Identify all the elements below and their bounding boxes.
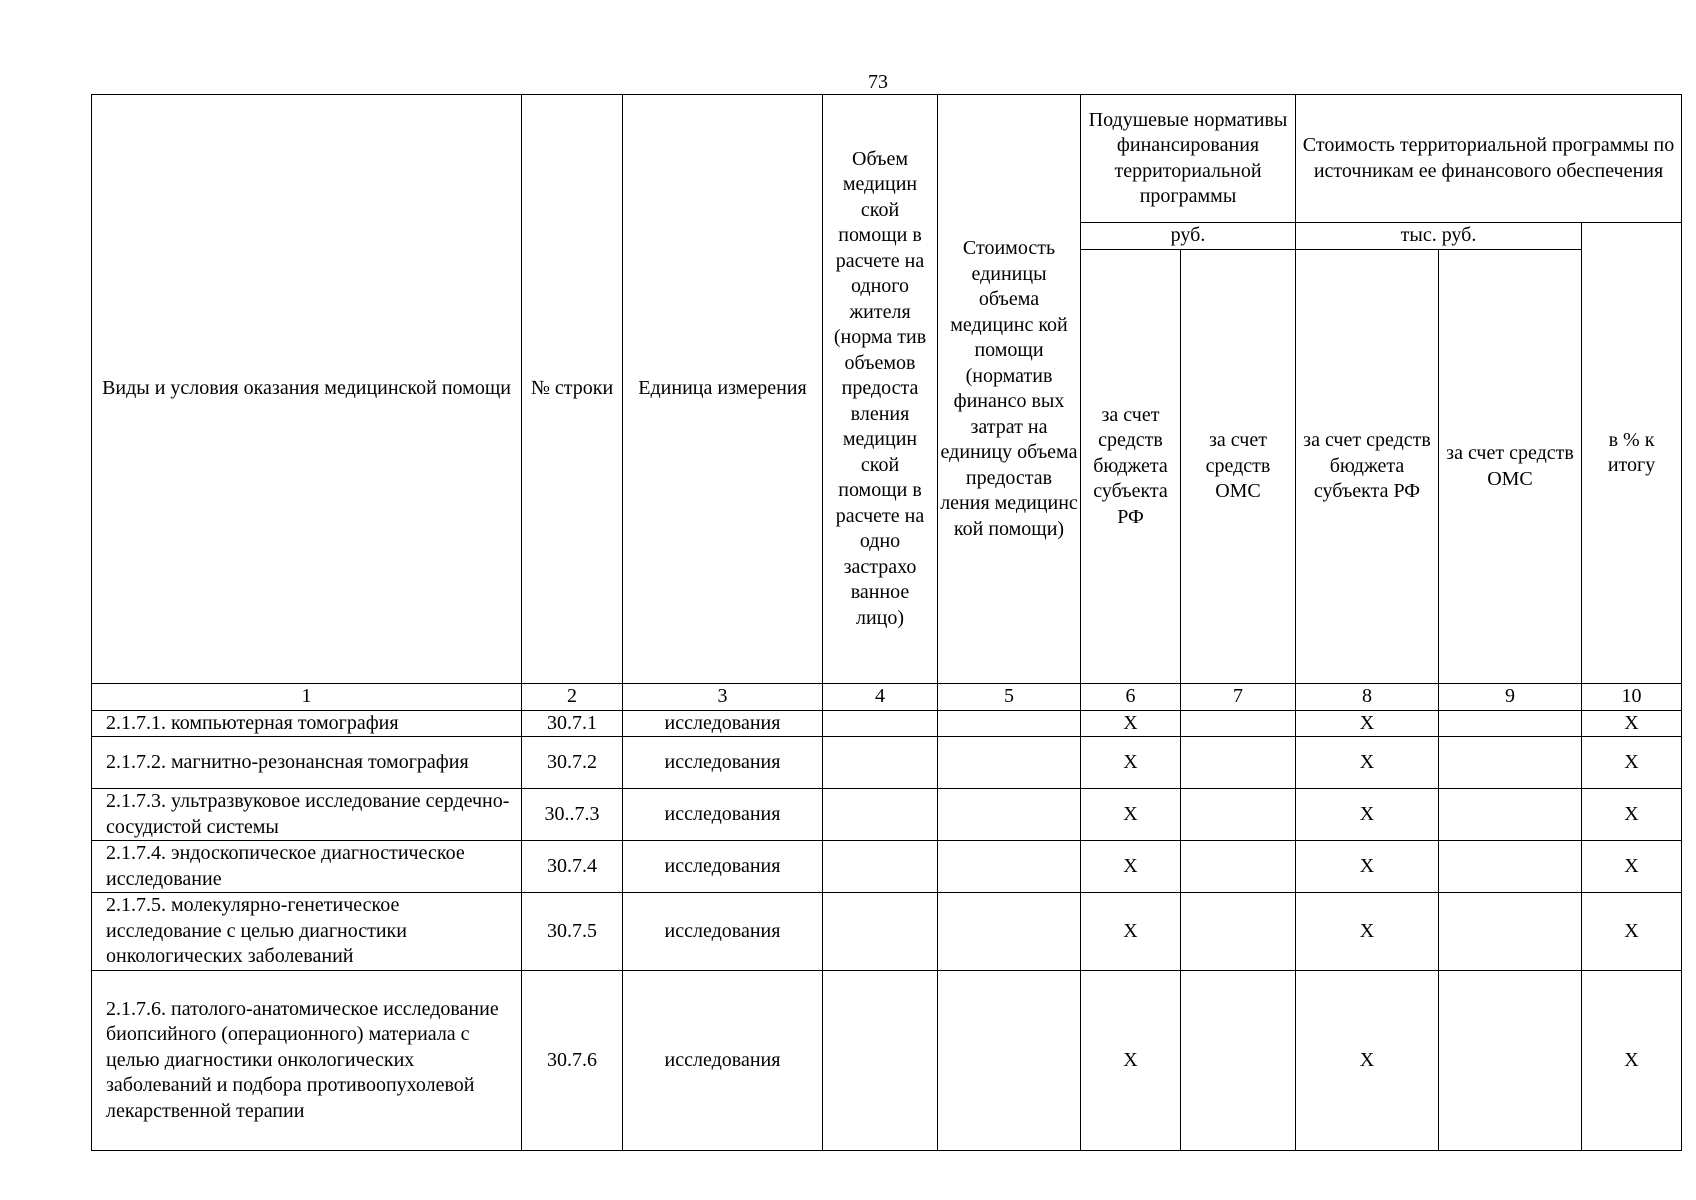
row-line-number: 30.7.5: [522, 893, 623, 971]
table-row: [92, 971, 1682, 1151]
row-name: 2.1.7.5. молекулярно-генетическое исследование с целью диагностики онкологических заболеваний: [92, 893, 522, 971]
row-oms-cost: [1439, 841, 1582, 893]
row-oms-per-capita: [1181, 737, 1296, 789]
column-number: 3: [623, 684, 823, 711]
row-budget-cost: X: [1296, 737, 1439, 789]
row-name: 2.1.7.4. эндоскопическое диагностическое исследование: [92, 841, 522, 893]
header-per-capita-group: Подушевые нормативы финансирования территориальной программы: [1081, 95, 1296, 223]
row-line-number: 30.7.2: [522, 737, 623, 789]
table-row: [92, 789, 1682, 841]
header-oms-per-capita: за счет средств ОМС: [1181, 250, 1296, 684]
table-row: [92, 893, 1682, 971]
row-unit: исследования: [623, 737, 823, 789]
column-number: 4: [823, 684, 938, 711]
row-oms-cost: [1439, 710, 1582, 737]
header-unit-thousand-rub: тыс. руб.: [1296, 223, 1582, 250]
row-percent: X: [1582, 841, 1682, 893]
row-oms-per-capita: [1181, 841, 1296, 893]
header-unit-rub: руб.: [1081, 223, 1296, 250]
row-unit-cost: [938, 893, 1081, 971]
row-budget-cost: X: [1296, 841, 1439, 893]
row-budget-per-capita: X: [1081, 710, 1181, 737]
header-budget-per-capita: за счет средств бюджета субъекта РФ: [1081, 250, 1181, 684]
row-unit: исследования: [623, 841, 823, 893]
column-number: 7: [1181, 684, 1296, 711]
row-volume: [823, 710, 938, 737]
row-name: 2.1.7.6. патолого-анатомическое исследование биопсийного (операционного) материала с целью диагностики онкологических заболеваний и подбора противоопухолевой лекарственной терапии: [92, 971, 522, 1151]
row-percent: X: [1582, 737, 1682, 789]
header-volume: Объем медицин ской помощи в расчете на одного жителя (норма тив объемов предоста вления медицин ской помощи в расчете на одно застрахо ванное лицо): [823, 95, 938, 684]
row-name: 2.1.7.1. компьютерная томография: [92, 710, 522, 737]
column-numbers-row: [92, 684, 1682, 711]
row-line-number: 30.7.1: [522, 710, 623, 737]
header-oms-cost: за счет средств ОМС: [1439, 250, 1582, 684]
row-unit: исследования: [623, 893, 823, 971]
row-budget-cost: X: [1296, 789, 1439, 841]
row-unit-cost: [938, 841, 1081, 893]
column-number: 5: [938, 684, 1081, 711]
row-oms-cost: [1439, 971, 1582, 1151]
row-unit-cost: [938, 737, 1081, 789]
column-number: 2: [522, 684, 623, 711]
row-volume: [823, 789, 938, 841]
header-cost-group: Стоимость территориальной программы по источникам ее финансового обеспечения: [1296, 95, 1682, 223]
row-unit-cost: [938, 710, 1081, 737]
row-oms-per-capita: [1181, 710, 1296, 737]
column-number: 10: [1582, 684, 1682, 711]
row-line-number: 30.7.4: [522, 841, 623, 893]
column-number: 8: [1296, 684, 1439, 711]
row-volume: [823, 737, 938, 789]
row-unit-cost: [938, 971, 1081, 1151]
header-kind: Виды и условия оказания медицинской помощи: [92, 95, 522, 684]
row-budget-per-capita: X: [1081, 893, 1181, 971]
column-number: 9: [1439, 684, 1582, 711]
financing-table: [91, 94, 1682, 1151]
table-row: [92, 841, 1682, 893]
row-unit: исследования: [623, 710, 823, 737]
header-row-1: [92, 95, 1682, 223]
column-number: 1: [92, 684, 522, 711]
row-unit: исследования: [623, 789, 823, 841]
row-oms-per-capita: [1181, 893, 1296, 971]
row-volume: [823, 841, 938, 893]
page-number: 73: [868, 71, 888, 93]
row-line-number: 30..7.3: [522, 789, 623, 841]
row-oms-per-capita: [1181, 971, 1296, 1151]
row-percent: X: [1582, 789, 1682, 841]
row-budget-cost: X: [1296, 710, 1439, 737]
table-row: [92, 710, 1682, 737]
header-unit: Единица измерения: [623, 95, 823, 684]
row-percent: X: [1582, 710, 1682, 737]
row-percent: X: [1582, 971, 1682, 1151]
row-volume: [823, 971, 938, 1151]
row-volume: [823, 893, 938, 971]
row-oms-cost: [1439, 789, 1582, 841]
header-budget-cost: за счет средств бюджета субъекта РФ: [1296, 250, 1439, 684]
header-percent: в % к итогу: [1582, 223, 1682, 684]
column-number: 6: [1081, 684, 1181, 711]
row-name: 2.1.7.2. магнитно-резонансная томография: [92, 737, 522, 789]
row-budget-per-capita: X: [1081, 789, 1181, 841]
row-percent: X: [1582, 893, 1682, 971]
row-oms-cost: [1439, 893, 1582, 971]
header-unit-cost: Стоимость единицы объема медицинс кой помощи (норматив финансо вых затрат на единицу объема предостав ления медицинс кой помощи): [938, 95, 1081, 684]
table-row: [92, 737, 1682, 789]
row-oms-cost: [1439, 737, 1582, 789]
row-oms-per-capita: [1181, 789, 1296, 841]
row-name: 2.1.7.3. ультразвуковое исследование сердечно-сосудистой системы: [92, 789, 522, 841]
row-unit-cost: [938, 789, 1081, 841]
row-budget-per-capita: X: [1081, 841, 1181, 893]
row-line-number: 30.7.6: [522, 971, 623, 1151]
row-budget-cost: X: [1296, 893, 1439, 971]
row-budget-per-capita: X: [1081, 737, 1181, 789]
header-line-number: № строки: [522, 95, 623, 684]
row-budget-cost: X: [1296, 971, 1439, 1151]
row-budget-per-capita: X: [1081, 971, 1181, 1151]
row-unit: исследования: [623, 971, 823, 1151]
